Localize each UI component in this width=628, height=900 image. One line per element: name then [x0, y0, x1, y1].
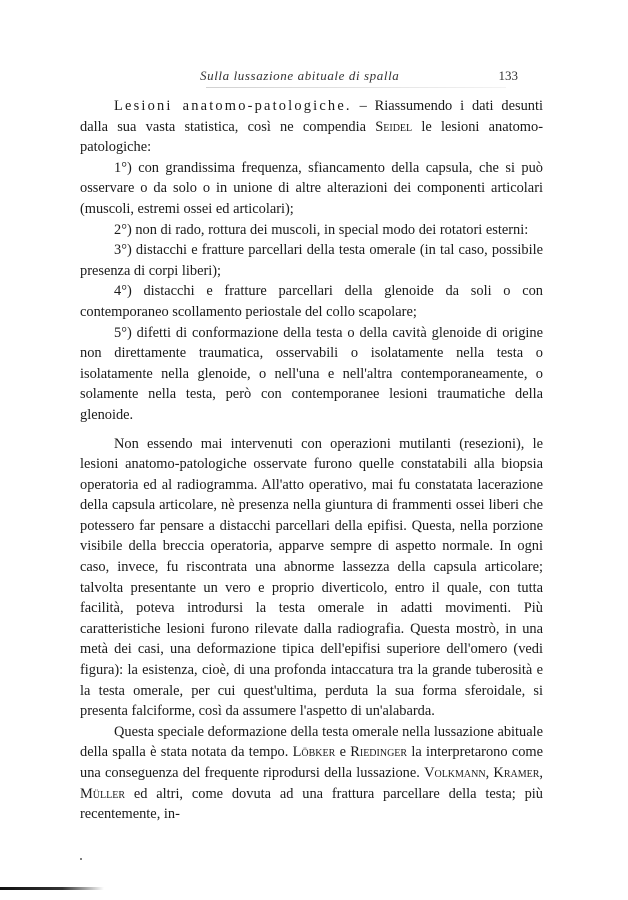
- author-name: Müller: [80, 785, 126, 802]
- header-rule: [206, 87, 506, 88]
- paragraph-text: ed altri, come dovuta ad una frattura parcellare della testa; più recentemente, in-: [80, 785, 543, 823]
- paragraph-text: le lesioni anatomo-patologiche:: [80, 118, 543, 156]
- paragraph-text: ,: [485, 765, 494, 781]
- paragraph-text: Questa speciale deformazione della testa omerale nella lussazione abituale della spalla è stata notata da tempo.: [80, 723, 543, 761]
- paragraph-text: – Riassumendo i dati desunti dalla sua vasta statistica, così ne compendia: [80, 98, 543, 135]
- scan-speck: [80, 858, 82, 860]
- paragraph-text: ,: [539, 765, 543, 781]
- paragraph-deformazione: [80, 722, 543, 825]
- author-name: Riedinger: [350, 744, 408, 761]
- list-item-3: 3°) distacchi e fratture parcellari della testa omerale (in tal caso, possibile presenza di corpi liberi);: [80, 242, 543, 279]
- page-number: 133: [498, 68, 518, 83]
- list-item-5: 5°) difetti di conformazione della testa o della cavità glenoide di origine non direttamente traumatica, osservabili o isolatamente nella testa o isolatamente nella glenoide, o nell'una e nell'altra contemporaneamente, o solamente nella testa, però con contemporanee lesioni traumatiche della glenoide.: [80, 324, 543, 423]
- running-title: Sulla lussazione abituale di spalla: [200, 68, 400, 83]
- section-heading: Lesioni anatomo-patologiche.: [114, 98, 352, 114]
- author-name: Volkmann: [424, 765, 486, 781]
- author-name: Kramer: [493, 765, 540, 781]
- scan-edge-mark: [0, 887, 104, 890]
- running-head: [78, 66, 550, 86]
- paragraph-interventi: Non essendo mai intervenuti con operazioni mutilanti (resezioni), le lesioni anatomo-patologiche osservate furono quelle constatabili alla biopsia operatoria ed al radiogramma. All'atto operativo, mai fu constatata lacerazione della capsula articolare, nè presenza nella giuntura di frammenti ossei liberi che potessero far pensare a distacchi parcellari della epifisi. Questa, nella porzione visibile della breccia operatoria, apparve sempre di aspetto normale. In ogni caso, invece, fu riscontrata una abnorme lassezza della capsula articolare; talvolta presentante un vero e proprio diverticolo, entro il quale, con tutta facilità, poteva introdursi la testa omerale in adatti movimenti. Più caratteristiche lesioni furono rilevate dalla radiografia. Questa mostrò, in una metà dei casi, una deformazione tipica dell'epifisi superiore dell'omero (vedi figura): la esistenza, cioè, di una profonda intaccatura tra la grande tuberosità e la testa omerale, per cui quest'ultima, perduta la sua forma sferoidale, si presenta falciforme, così da assumere l'aspetto di un'alabarda.: [80, 435, 543, 720]
- body-text: [80, 96, 543, 825]
- author-name: Löbker: [292, 744, 336, 761]
- author-name: Seidel: [375, 118, 413, 135]
- paragraph-lesioni: [80, 96, 543, 158]
- paragraph-text: la interpretarono come una conseguenza del frequente riprodursi della lussazione.: [80, 744, 543, 781]
- list-item-1: 1°) con grandissima frequenza, sfiancamento della capsula, che si può osservare o da solo o in unione di altre alterazioni dei componenti articolari (muscoli, estremi ossei ed articolari);: [80, 159, 543, 217]
- paragraph-text: e: [335, 744, 351, 761]
- list-item-2: 2°) non di rado, rottura dei muscoli, in special modo dei rotatori esterni:: [114, 221, 529, 238]
- list-item-4: 4°) distacchi e fratture parcellari della glenoide da soli o con contemporaneo scollamento periostale del collo scapolare;: [80, 283, 543, 320]
